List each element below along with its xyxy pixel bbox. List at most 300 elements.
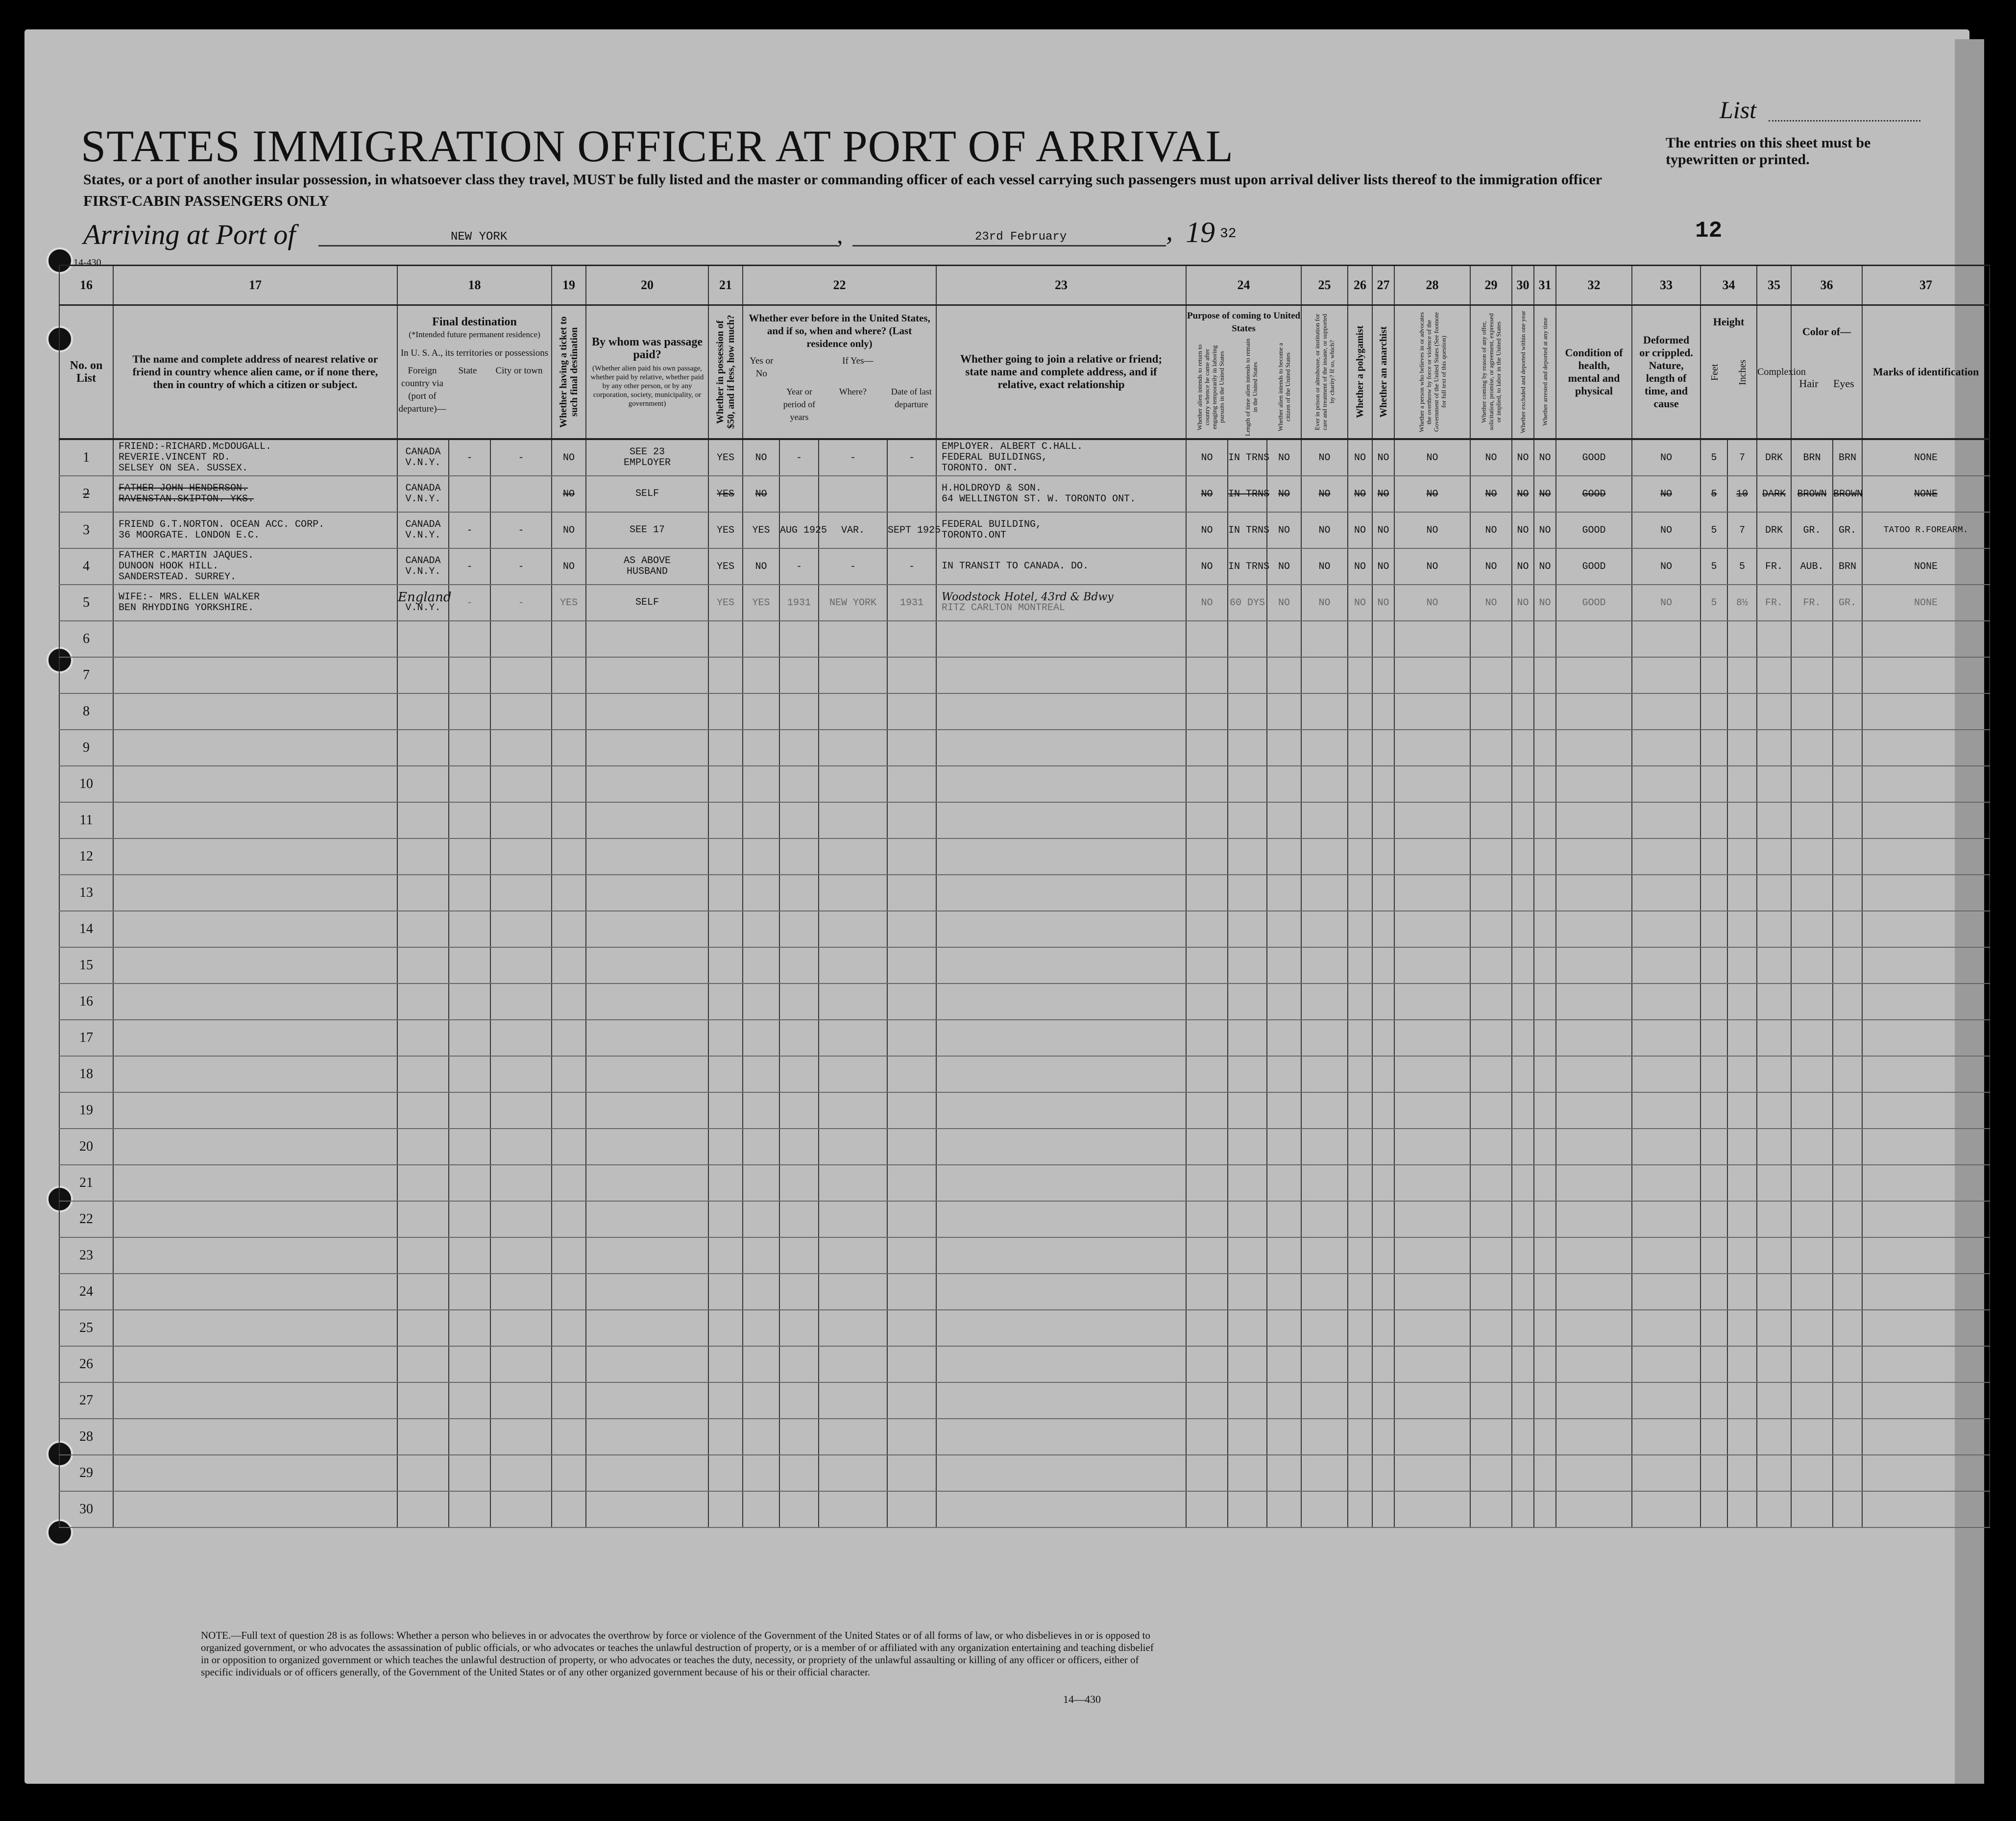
empty-cell [1833,984,1862,1020]
empty-cell [113,1491,397,1527]
empty-cell [1862,1237,1990,1274]
empty-cell [779,621,819,657]
empty-cell [1394,838,1470,875]
empty-cell [819,911,887,947]
row-number: 27 [59,1382,113,1419]
colnum: 16 [59,266,113,305]
empty-cell [1512,1092,1534,1129]
empty-cell [490,984,552,1020]
empty-cell [936,947,1186,984]
join-line: TORONTO.ONT [942,530,1007,541]
empty-cell [490,1455,552,1491]
via-value: V.N.Y. [405,602,441,614]
cell-join [936,585,1186,621]
empty-cell [449,657,490,693]
cell-anarchist: NO [1372,439,1394,476]
empty-cell [1301,1419,1348,1455]
empty-cell [819,1455,887,1491]
cell-contact [113,512,397,548]
empty-cell [1700,1491,1727,1527]
empty-cell [1372,621,1394,657]
empty-cell [1757,730,1791,766]
empty-cell [936,1129,1186,1165]
empty-cell [779,657,819,693]
empty-cell [936,1237,1186,1274]
empty-cell [1394,1310,1470,1346]
empty-cell [1348,693,1372,730]
empty-cell [1534,875,1556,911]
empty-cell [1632,1346,1700,1382]
empty-cell [1833,1346,1862,1382]
cell-ticket: NO [552,548,586,585]
empty-cell [1267,875,1301,911]
empty-cell [586,1237,708,1274]
table-row [59,875,1990,911]
empty-cell [1470,730,1512,766]
empty-cell [1757,621,1791,657]
comma: , [837,221,843,248]
empty-cell [397,1165,449,1201]
empty-cell [1757,1491,1791,1527]
empty-cell [1348,875,1372,911]
empty-cell [1348,1020,1372,1056]
empty-cell [743,838,779,875]
empty-cell [1833,1419,1862,1455]
empty-cell [1394,1491,1470,1527]
empty-cell [1727,1092,1757,1129]
empty-cell [1727,1165,1757,1201]
empty-cell [779,1274,819,1310]
year-label: Year or period of years [783,387,816,422]
empty-cell [708,1491,743,1527]
cell-inches: 5 [1727,548,1757,585]
cell-join [936,476,1186,512]
table-row [59,766,1990,802]
empty-cell [887,875,936,911]
in-usa-label: In U. S. A., its territories or possessions [400,348,549,358]
empty-cell [586,766,708,802]
empty-cell [1348,1056,1372,1092]
cell-arrested: NO [1534,585,1556,621]
empty-cell [449,730,490,766]
empty-cell [1534,693,1556,730]
empty-cell [1791,1455,1833,1491]
empty-cell [490,1092,552,1129]
empty-cell [1727,1382,1757,1419]
empty-cell [586,984,708,1020]
empty-cell [887,1382,936,1419]
row-number: 17 [59,1020,113,1056]
empty-cell [1348,1346,1372,1382]
cell-before: NO [743,439,779,476]
empty-cell [1757,1274,1791,1310]
empty-cell [113,1310,397,1346]
empty-cell [1372,1491,1394,1527]
empty-cell [490,1491,552,1527]
cell-prison: NO [1301,585,1348,621]
cell-departure: - [887,548,936,585]
empty-cell [936,802,1186,838]
empty-cell [1862,1382,1990,1419]
empty-cell [1534,1129,1556,1165]
empty-cell [113,1274,397,1310]
empty-cell [1632,657,1700,693]
cell-hair: BRN [1791,439,1833,476]
empty-cell [1862,1056,1990,1092]
cell-polygamist: NO [1348,585,1372,621]
empty-cell [936,1346,1186,1382]
empty-cell [743,947,779,984]
empty-cell [449,1129,490,1165]
empty-cell [1372,766,1394,802]
empty-cell [449,984,490,1020]
empty-cell [1512,1020,1534,1056]
empty-cell [1534,802,1556,838]
cell-polygamist: NO [1348,439,1372,476]
empty-cell [1267,1237,1301,1274]
contact-line: REVERIE.VINCENT RD. [119,452,231,463]
empty-cell [1186,1382,1228,1419]
empty-cell [1791,1056,1833,1092]
empty-cell [113,947,397,984]
empty-cell [1267,1129,1301,1165]
empty-cell [1394,693,1470,730]
colnum: 35 [1757,266,1791,305]
empty-cell [1833,730,1862,766]
header-health: Condition of health, mental and physical [1556,305,1632,440]
cell-year: AUG 1925 [779,512,819,548]
empty-cell [586,693,708,730]
empty-cell [1727,1020,1757,1056]
cell-state [449,476,490,512]
empty-cell [1301,730,1348,766]
cell-state: - [449,512,490,548]
empty-cell [1632,693,1700,730]
empty-cell [113,693,397,730]
before-title: Whether ever before in the United States, and if so, when and where? (Last residence only) [749,312,930,349]
empty-cell [1372,693,1394,730]
empty-cell [113,984,397,1020]
contact-line: SELSEY ON SEA. SUSSEX. [119,463,248,474]
overthrow-label: Whether a person who believes in or advocates the overthrow by force or violence of the Government of the United States (See footnote for full text of this question) [1417,312,1447,432]
empty-cell [1512,911,1534,947]
empty-cell [1372,838,1394,875]
empty-cell [743,730,779,766]
join-line: Woodstock Hotel, 43rd & Bdwy [942,591,1114,603]
empty-cell [1833,802,1862,838]
header-deformed: Deformed or crippled. Nature, length of time, and cause [1632,305,1700,440]
empty-cell [1757,1092,1791,1129]
via-value: V.N.Y. [405,493,441,505]
colnum: 17 [113,266,397,305]
cell-feet: 5 [1700,512,1727,548]
colnum: 20 [586,266,708,305]
empty-cell [1833,1310,1862,1346]
empty-cell [1556,911,1632,947]
empty-cell [1632,1382,1700,1419]
header-passage-paid [586,305,708,440]
empty-cell [743,621,779,657]
empty-cell [1727,693,1757,730]
empty-cell [490,1129,552,1165]
row-number: 15 [59,947,113,984]
table-row [59,947,1990,984]
empty-cell [1470,766,1512,802]
empty-cell [743,766,779,802]
empty-cell [1186,621,1228,657]
empty-cell [113,1201,397,1237]
empty-cell [397,911,449,947]
cell-complexion: DARK [1757,476,1791,512]
empty-cell [397,1274,449,1310]
empty-cell [1394,766,1470,802]
cell-money: YES [708,476,743,512]
prison-label: Ever in prison or almshouse, or institution for care and treatment of the insane, or supported by charity? If so, which? [1313,314,1336,430]
empty-cell [1372,1237,1394,1274]
empty-cell [779,1165,819,1201]
empty-cell [1394,1419,1470,1455]
empty-cell [1534,1201,1556,1237]
empty-cell [586,1165,708,1201]
empty-cell [936,838,1186,875]
empty-cell [586,1419,708,1455]
form-number: 14—430 [1063,1693,1101,1705]
empty-cell [708,1274,743,1310]
empty-cell [1301,766,1348,802]
empty-cell [1301,1020,1348,1056]
cell-paid [586,476,708,512]
cell-money: YES [708,512,743,548]
cell-country [397,585,452,621]
empty-cell [1470,984,1512,1020]
empty-cell [779,1129,819,1165]
empty-cell [1700,984,1727,1020]
empty-cell [397,802,449,838]
empty-cell [1556,1237,1632,1274]
empty-cell [936,1310,1186,1346]
empty-cell [1267,838,1301,875]
empty-cell [1267,947,1301,984]
empty-cell [1862,730,1990,766]
empty-cell [1700,730,1727,766]
empty-cell [1228,1310,1267,1346]
empty-cell [1348,657,1372,693]
empty-cell [1791,693,1833,730]
empty-cell [449,1274,490,1310]
empty-cell [1394,984,1470,1020]
empty-cell [1632,621,1700,657]
empty-cell [1186,1201,1228,1237]
empty-cell [779,1382,819,1419]
empty-cell [1757,802,1791,838]
empty-cell [1556,730,1632,766]
empty-cell [1632,1092,1700,1129]
empty-cell [586,911,708,947]
empty-cell [1556,838,1632,875]
empty-cell [1372,1346,1394,1382]
empty-cell [1700,1419,1727,1455]
empty-cell [490,1346,552,1382]
empty-cell [887,1092,936,1129]
empty-cell [1348,1419,1372,1455]
empty-cell [113,730,397,766]
empty-cell [1348,1455,1372,1491]
empty-cell [586,657,708,693]
empty-cell [1301,1056,1348,1092]
empty-cell [1470,802,1512,838]
empty-cell [887,1455,936,1491]
empty-cell [1757,838,1791,875]
empty-cell [1267,1056,1301,1092]
empty-cell [1700,1092,1727,1129]
empty-cell [779,766,819,802]
empty-cell [1301,911,1348,947]
row-number: 20 [59,1129,113,1165]
empty-cell [936,875,1186,911]
empty-cell [449,1346,490,1382]
empty-cell [1556,693,1632,730]
empty-cell [1791,1491,1833,1527]
empty-cell [708,1419,743,1455]
join-line: RITZ CARLTON MONTREAL [942,602,1066,614]
empty-cell [1301,657,1348,693]
empty-cell [1512,1455,1534,1491]
empty-cell [449,947,490,984]
empty-cell [936,1201,1186,1237]
empty-cell [113,875,397,911]
empty-cell [490,1165,552,1201]
empty-cell [1791,1129,1833,1165]
empty-cell [1632,838,1700,875]
contact-line: 36 MOORGATE. LONDON E.C. [119,530,260,541]
empty-cell [397,875,449,911]
table-row [59,657,1990,693]
empty-cell [708,1056,743,1092]
empty-cell [1833,766,1862,802]
cell-departure: 1931 [887,585,936,621]
cell-where: - [819,439,887,476]
passenger-rows [59,439,1990,1527]
empty-cell [743,1310,779,1346]
empty-cell [586,1455,708,1491]
colnum: 33 [1632,266,1700,305]
cell-overthrow: NO [1394,548,1470,585]
header-money [708,305,743,440]
cell-paid [586,585,708,621]
empty-cell [1632,1056,1700,1092]
cell-hair: AUB. [1791,548,1833,585]
empty-cell [1470,1056,1512,1092]
empty-cell [397,657,449,693]
empty-cell [552,1165,586,1201]
empty-cell [586,1310,708,1346]
empty-cell [1862,621,1990,657]
cell-arrested: NO [1534,439,1556,476]
cell-join [936,439,1186,476]
cell-return: NO [1186,512,1228,548]
cell-deformed: NO [1632,585,1700,621]
empty-cell [1833,1382,1862,1419]
empty-cell [936,984,1186,1020]
cell-eyes: BRN [1833,439,1862,476]
empty-cell [552,875,586,911]
empty-cell [113,1419,397,1455]
empty-cell [1700,1056,1727,1092]
empty-cell [1301,1382,1348,1419]
empty-cell [586,1020,708,1056]
empty-cell [779,1092,819,1129]
empty-cell [819,1020,887,1056]
empty-cell [1394,657,1470,693]
empty-cell [1632,1274,1700,1310]
cell-before: YES [743,585,779,621]
empty-cell [1700,947,1727,984]
empty-cell [779,1419,819,1455]
arrested-label: Whether arrested and deported at any time [1541,318,1549,426]
empty-cell [552,1419,586,1455]
via-value: V.N.Y. [405,457,441,468]
empty-cell [1512,1056,1534,1092]
empty-cell [779,1020,819,1056]
empty-cell [1512,693,1534,730]
empty-cell [490,1310,552,1346]
cell-join [936,512,1186,548]
empty-cell [1301,1237,1348,1274]
empty-cell [819,730,887,766]
row-number: 16 [59,984,113,1020]
via-value: V.N.Y. [405,566,441,577]
cell-inches: 7 [1727,439,1757,476]
empty-cell [1348,1491,1372,1527]
cell-citizen: NO [1267,548,1301,585]
empty-cell [708,766,743,802]
empty-cell [1862,1165,1990,1201]
empty-cell [1348,802,1372,838]
offer-label: Whether coming by reason of any offer, solicitation, promise, or agreement, expressed or implied, to labor in the United States [1480,313,1503,431]
empty-cell [708,1020,743,1056]
empty-cell [397,1092,449,1129]
empty-cell [586,1491,708,1527]
empty-cell [1394,1129,1470,1165]
empty-cell [1700,621,1727,657]
cell-city: - [490,512,552,548]
empty-cell [397,1419,449,1455]
empty-cell [113,1129,397,1165]
empty-cell [1394,1382,1470,1419]
empty-cell [1757,1419,1791,1455]
cell-marks: NONE [1862,585,1990,621]
cell-overthrow: NO [1394,512,1470,548]
cell-country [397,476,449,512]
empty-cell [1556,1129,1632,1165]
cell-complexion: DRK [1757,439,1791,476]
empty-cell [449,1092,490,1129]
money-label: Whether in possession of $50, and if less, how much? [715,315,737,429]
empty-cell [1833,1237,1862,1274]
table-row [59,911,1990,947]
cell-feet: 5 [1700,476,1727,512]
empty-cell [397,621,449,657]
cell-offer: NO [1470,476,1512,512]
empty-cell [1791,1092,1833,1129]
empty-cell [1700,693,1727,730]
empty-cell [113,1056,397,1092]
country-value: CANADA [405,555,441,566]
cell-ticket: NO [552,512,586,548]
empty-cell [1632,802,1700,838]
empty-cell [1394,1165,1470,1201]
empty-cell [1394,1455,1470,1491]
